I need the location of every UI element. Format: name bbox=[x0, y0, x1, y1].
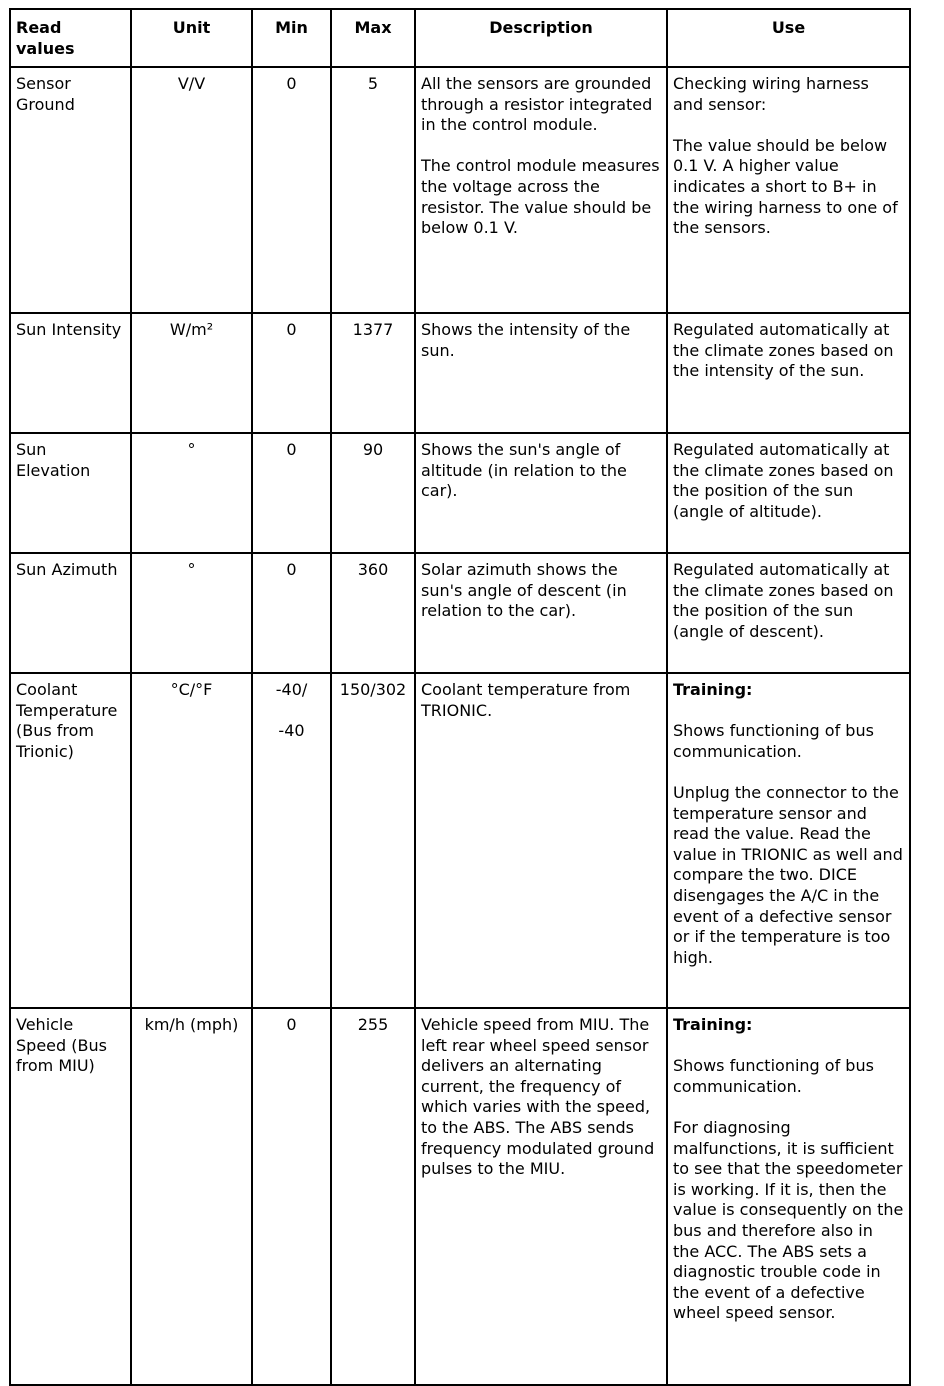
use-paragraph: Shows functioning of bus communication. bbox=[673, 721, 874, 761]
unit-cell: W/m² bbox=[131, 313, 252, 433]
description-cell bbox=[415, 67, 667, 313]
use-title: Training: bbox=[673, 680, 753, 699]
description-paragraph: Vehicle speed from MIU. The left rear wheel speed sensor delivers an alternating current, the frequency of which varies with the speed, to the ABS. The ABS sends frequency modulated ground pulses to the MIU. bbox=[421, 1015, 655, 1179]
max-cell: 150/302 bbox=[331, 673, 415, 1008]
read-value-cell: Sensor Ground bbox=[10, 67, 131, 313]
use-cell bbox=[667, 67, 910, 313]
min-cell: 0 bbox=[252, 67, 331, 313]
use-cell bbox=[667, 553, 910, 673]
table-row bbox=[10, 433, 910, 553]
unit-cell: V/V bbox=[131, 67, 252, 313]
use-paragraph: Unplug the connector to the temperature sensor and read the value. Read the value in TRIONIC as well and compare the two. DICE disengages the A/C in the event of a defective sensor or if the temperature is too high. bbox=[673, 782, 903, 967]
read-value-cell: Sun Elevation bbox=[10, 433, 131, 553]
use-paragraph: Checking wiring harness and sensor: bbox=[673, 74, 869, 114]
table-row bbox=[10, 673, 910, 1008]
use-cell bbox=[667, 433, 910, 553]
max-cell: 1377 bbox=[331, 313, 415, 433]
header-read-values: Read values bbox=[10, 9, 131, 67]
min-cell: 0 bbox=[252, 553, 331, 673]
use-paragraph: Regulated automatically at the climate zones based on the position of the sun (angle of altitude). bbox=[673, 440, 894, 521]
min-cell bbox=[252, 673, 331, 1008]
read-values-table bbox=[9, 8, 911, 1386]
use-cell bbox=[667, 1008, 910, 1385]
description-paragraph: All the sensors are grounded through a resistor integrated in the control module. bbox=[421, 74, 653, 135]
use-paragraph: Regulated automatically at the climate zones based on the intensity of the sun. bbox=[673, 320, 894, 381]
header-description: Description bbox=[415, 9, 667, 67]
min-value-line: -40/ bbox=[275, 680, 308, 699]
description-cell bbox=[415, 313, 667, 433]
description-paragraph: Shows the intensity of the sun. bbox=[421, 320, 631, 360]
description-paragraph: Coolant temperature from TRIONIC. bbox=[421, 680, 631, 720]
use-cell bbox=[667, 673, 910, 1008]
min-cell: 0 bbox=[252, 433, 331, 553]
description-cell bbox=[415, 1008, 667, 1385]
description-paragraph: Shows the sun's angle of altitude (in relation to the car). bbox=[421, 440, 627, 501]
use-paragraph: For diagnosing malfunctions, it is sufficient to see that the speedometer is working. If it is, then the value is consequently on the bus and therefore also in the ACC. The ABS sets a diagnostic trouble code in the event of a defective wheel speed sensor. bbox=[673, 1117, 904, 1323]
table-row bbox=[10, 313, 910, 433]
table-row bbox=[10, 1008, 910, 1385]
min-cell: 0 bbox=[252, 1008, 331, 1385]
unit-cell: ° bbox=[131, 553, 252, 673]
max-cell: 255 bbox=[331, 1008, 415, 1385]
read-value-cell: Vehicle Speed (Bus from MIU) bbox=[10, 1008, 131, 1385]
use-paragraph: The value should be below 0.1 V. A higher value indicates a short to B+ in the wiring harness to one of the sensors. bbox=[673, 135, 898, 238]
min-cell: 0 bbox=[252, 313, 331, 433]
use-paragraph: Shows functioning of bus communication. bbox=[673, 1056, 874, 1096]
max-cell: 90 bbox=[331, 433, 415, 553]
read-value-cell: Sun Intensity bbox=[10, 313, 131, 433]
description-cell bbox=[415, 673, 667, 1008]
use-paragraph: Regulated automatically at the climate zones based on the position of the sun (angle of descent). bbox=[673, 560, 894, 641]
read-value-cell: Sun Azimuth bbox=[10, 553, 131, 673]
use-title: Training: bbox=[673, 1015, 753, 1034]
header-max: Max bbox=[331, 9, 415, 67]
max-cell: 360 bbox=[331, 553, 415, 673]
description-cell bbox=[415, 433, 667, 553]
unit-cell: °C/°F bbox=[131, 673, 252, 1008]
unit-cell: km/h (mph) bbox=[131, 1008, 252, 1385]
table-row bbox=[10, 67, 910, 313]
header-min: Min bbox=[252, 9, 331, 67]
max-cell: 5 bbox=[331, 67, 415, 313]
description-paragraph: The control module measures the voltage across the resistor. The value should be below 0.1 V. bbox=[421, 156, 660, 238]
unit-cell: ° bbox=[131, 433, 252, 553]
read-value-cell: Coolant Temperature (Bus from Trionic) bbox=[10, 673, 131, 1008]
table-row bbox=[10, 553, 910, 673]
description-cell bbox=[415, 553, 667, 673]
header-unit: Unit bbox=[131, 9, 252, 67]
header-row bbox=[10, 9, 910, 67]
min-value-line: -40 bbox=[278, 721, 305, 741]
header-use: Use bbox=[667, 9, 910, 67]
description-paragraph: Solar azimuth shows the sun's angle of descent (in relation to the car). bbox=[421, 560, 627, 621]
use-cell bbox=[667, 313, 910, 433]
